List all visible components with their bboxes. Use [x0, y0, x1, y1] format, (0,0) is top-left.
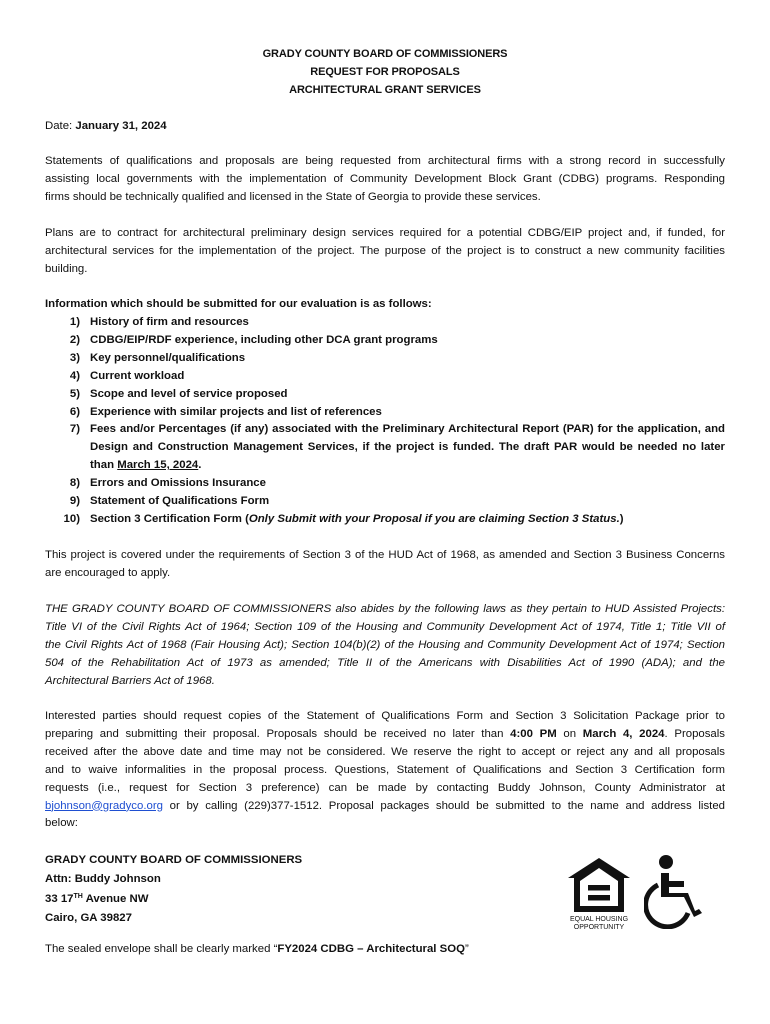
- deadline-time: 4:00 PM: [510, 727, 557, 740]
- paragraph-line: the Civil Rights Act of 1968 (Fair Housing Act); Section 104(b)(2) of the Housing and Community Development Act of 1974; Section: [45, 638, 725, 651]
- info-list: [45, 314, 725, 529]
- paragraph-line: bjohnson@gradyco.org or by calling (229)377-1512. Proposal packages should be submitted to the name and address listed: [45, 799, 725, 812]
- list-item: 10) Section 3 Certification Form (Only Submit with your Proposal if you are claiming Section 3 Status.): [63, 512, 624, 525]
- paragraph-line: firms should be technically qualified and licensed in the State of Georgia to provide these services.: [45, 190, 541, 203]
- paragraph-line: requests (i.e., request for Section 3 preference) can be made by contacting Buddy Johnson, County Administrator at: [45, 781, 725, 794]
- paragraph-line: are encouraged to apply.: [45, 566, 171, 579]
- paragraph-line: and to waive informalities in the proposal process. Questions, Statement of Qualifications and Section 3 Certification form: [45, 763, 725, 776]
- paragraph-submission: [45, 708, 725, 833]
- paragraph-line: building.: [45, 262, 88, 275]
- mailing-address: [45, 851, 302, 927]
- header-line-2: REQUEST FOR PROPOSALS: [310, 66, 460, 78]
- date-label: Date:: [45, 120, 76, 132]
- date-line: [45, 118, 725, 136]
- paragraph-line: Interested parties should request copies of the Statement of Qualifications Form and Section 3 Solicitation Package prior to: [45, 710, 725, 722]
- equal-housing-opportunity-icon: [566, 856, 632, 932]
- info-heading: Information which should be submitted for our evaluation is as follows:: [45, 298, 432, 310]
- paragraph-line: Statements of qualifications and proposals are being requested from architectural firms with a strong record in successfully: [45, 155, 725, 167]
- paragraph-line: Architectural Barriers Act of 1968.: [45, 674, 215, 687]
- list-item: 9) Statement of Qualifications Form: [69, 495, 270, 508]
- address-org: GRADY COUNTY BOARD OF COMMISSIONERS: [45, 854, 303, 866]
- address-street: 33 17TH Avenue NW: [45, 893, 149, 905]
- list-item: 1) History of firm and resources: [69, 316, 249, 328]
- email-link[interactable]: bjohnson@gradyco.org: [45, 799, 163, 812]
- paragraph-intro: [45, 153, 725, 207]
- header-line-1: GRADY COUNTY BOARD OF COMMISSIONERS: [262, 48, 508, 60]
- eho-caption-1: EQUAL HOUSING: [569, 916, 629, 923]
- list-item: 3) Key personnel/qualifications: [69, 351, 246, 364]
- paragraph-line: architectural services for the implementation of the project. The purpose of the project is to construct a new community facilities: [45, 244, 725, 257]
- paragraph-line: received after the above date and time may not be considered. We reserve the right to accept or reject any and all proposals: [45, 745, 725, 758]
- eho-caption-2: OPPORTUNITY: [573, 924, 625, 931]
- list-item: 5) Scope and level of service proposed: [69, 387, 288, 400]
- list-item: 6) Experience with similar projects and list of references: [69, 405, 382, 418]
- paragraph-laws: [45, 601, 725, 691]
- address-attn: Attn: Buddy Johnson: [45, 872, 161, 885]
- address-city: Cairo, GA 39827: [45, 911, 132, 924]
- date-value: January 31, 2024: [75, 120, 167, 132]
- paragraph-line: This project is covered under the requirements of Section 3 of the HUD Act of 1968, as amended and Section 3 Business Concerns: [45, 549, 725, 561]
- par-deadline-date: March 15, 2024: [117, 459, 199, 472]
- wheelchair-icon: [644, 853, 712, 929]
- paragraph-line: preparing and submitting their proposal. Proposals should be received no later than 4:00 PM on March 4, 2024. Proposals: [45, 727, 725, 740]
- paragraph-line: 504 of the Rehabilitation Act of 1973 as amended; Title II of the Americans with Disabilities Act of 1990 (ADA); and the: [45, 656, 725, 669]
- paragraph-line: THE GRADY COUNTY BOARD OF COMMISSIONERS also abides by the following laws as they pertain to HUD Assisted Projects:: [45, 603, 725, 615]
- header-line-3: ARCHITECTURAL GRANT SERVICES: [289, 84, 481, 96]
- paragraph-line: assisting local governments with the implementation of Community Development Block Grant (CDBG) programs. Responding: [45, 172, 725, 185]
- paragraph-plans: [45, 225, 725, 279]
- list-item: 8) Errors and Omissions Insurance: [69, 477, 266, 490]
- closing-line: The sealed envelope shall be clearly marked “FY2024 CDBG – Architectural SOQ”: [45, 943, 469, 955]
- paragraph-hud: [45, 547, 725, 583]
- list-item: 2) CDBG/EIP/RDF experience, including other DCA grant programs: [69, 333, 438, 346]
- deadline-date: March 4, 2024: [582, 727, 665, 740]
- paragraph-line: below:: [45, 817, 78, 830]
- envelope-marking: FY2024 CDBG – Architectural SOQ: [277, 943, 465, 955]
- paragraph-line: Title VI of the Civil Rights Act of 1964; Section 109 of the Housing and Community Development Act of 1974, Title 1; Title VII of: [45, 620, 725, 633]
- list-item: 7) Fees and/or Percentages (if any) associated with the Preliminary Architectural Report (PAR) for the application, and Design and Construction Management Services, if the project is funded. The draft PAR would be needed no later than March 15, 2024.: [69, 423, 725, 472]
- list-item: 4) Current workload: [69, 369, 185, 382]
- paragraph-line: Plans are to contract for architectural preliminary design services required for a potential CDBG/EIP project and, if funded, for: [45, 227, 725, 239]
